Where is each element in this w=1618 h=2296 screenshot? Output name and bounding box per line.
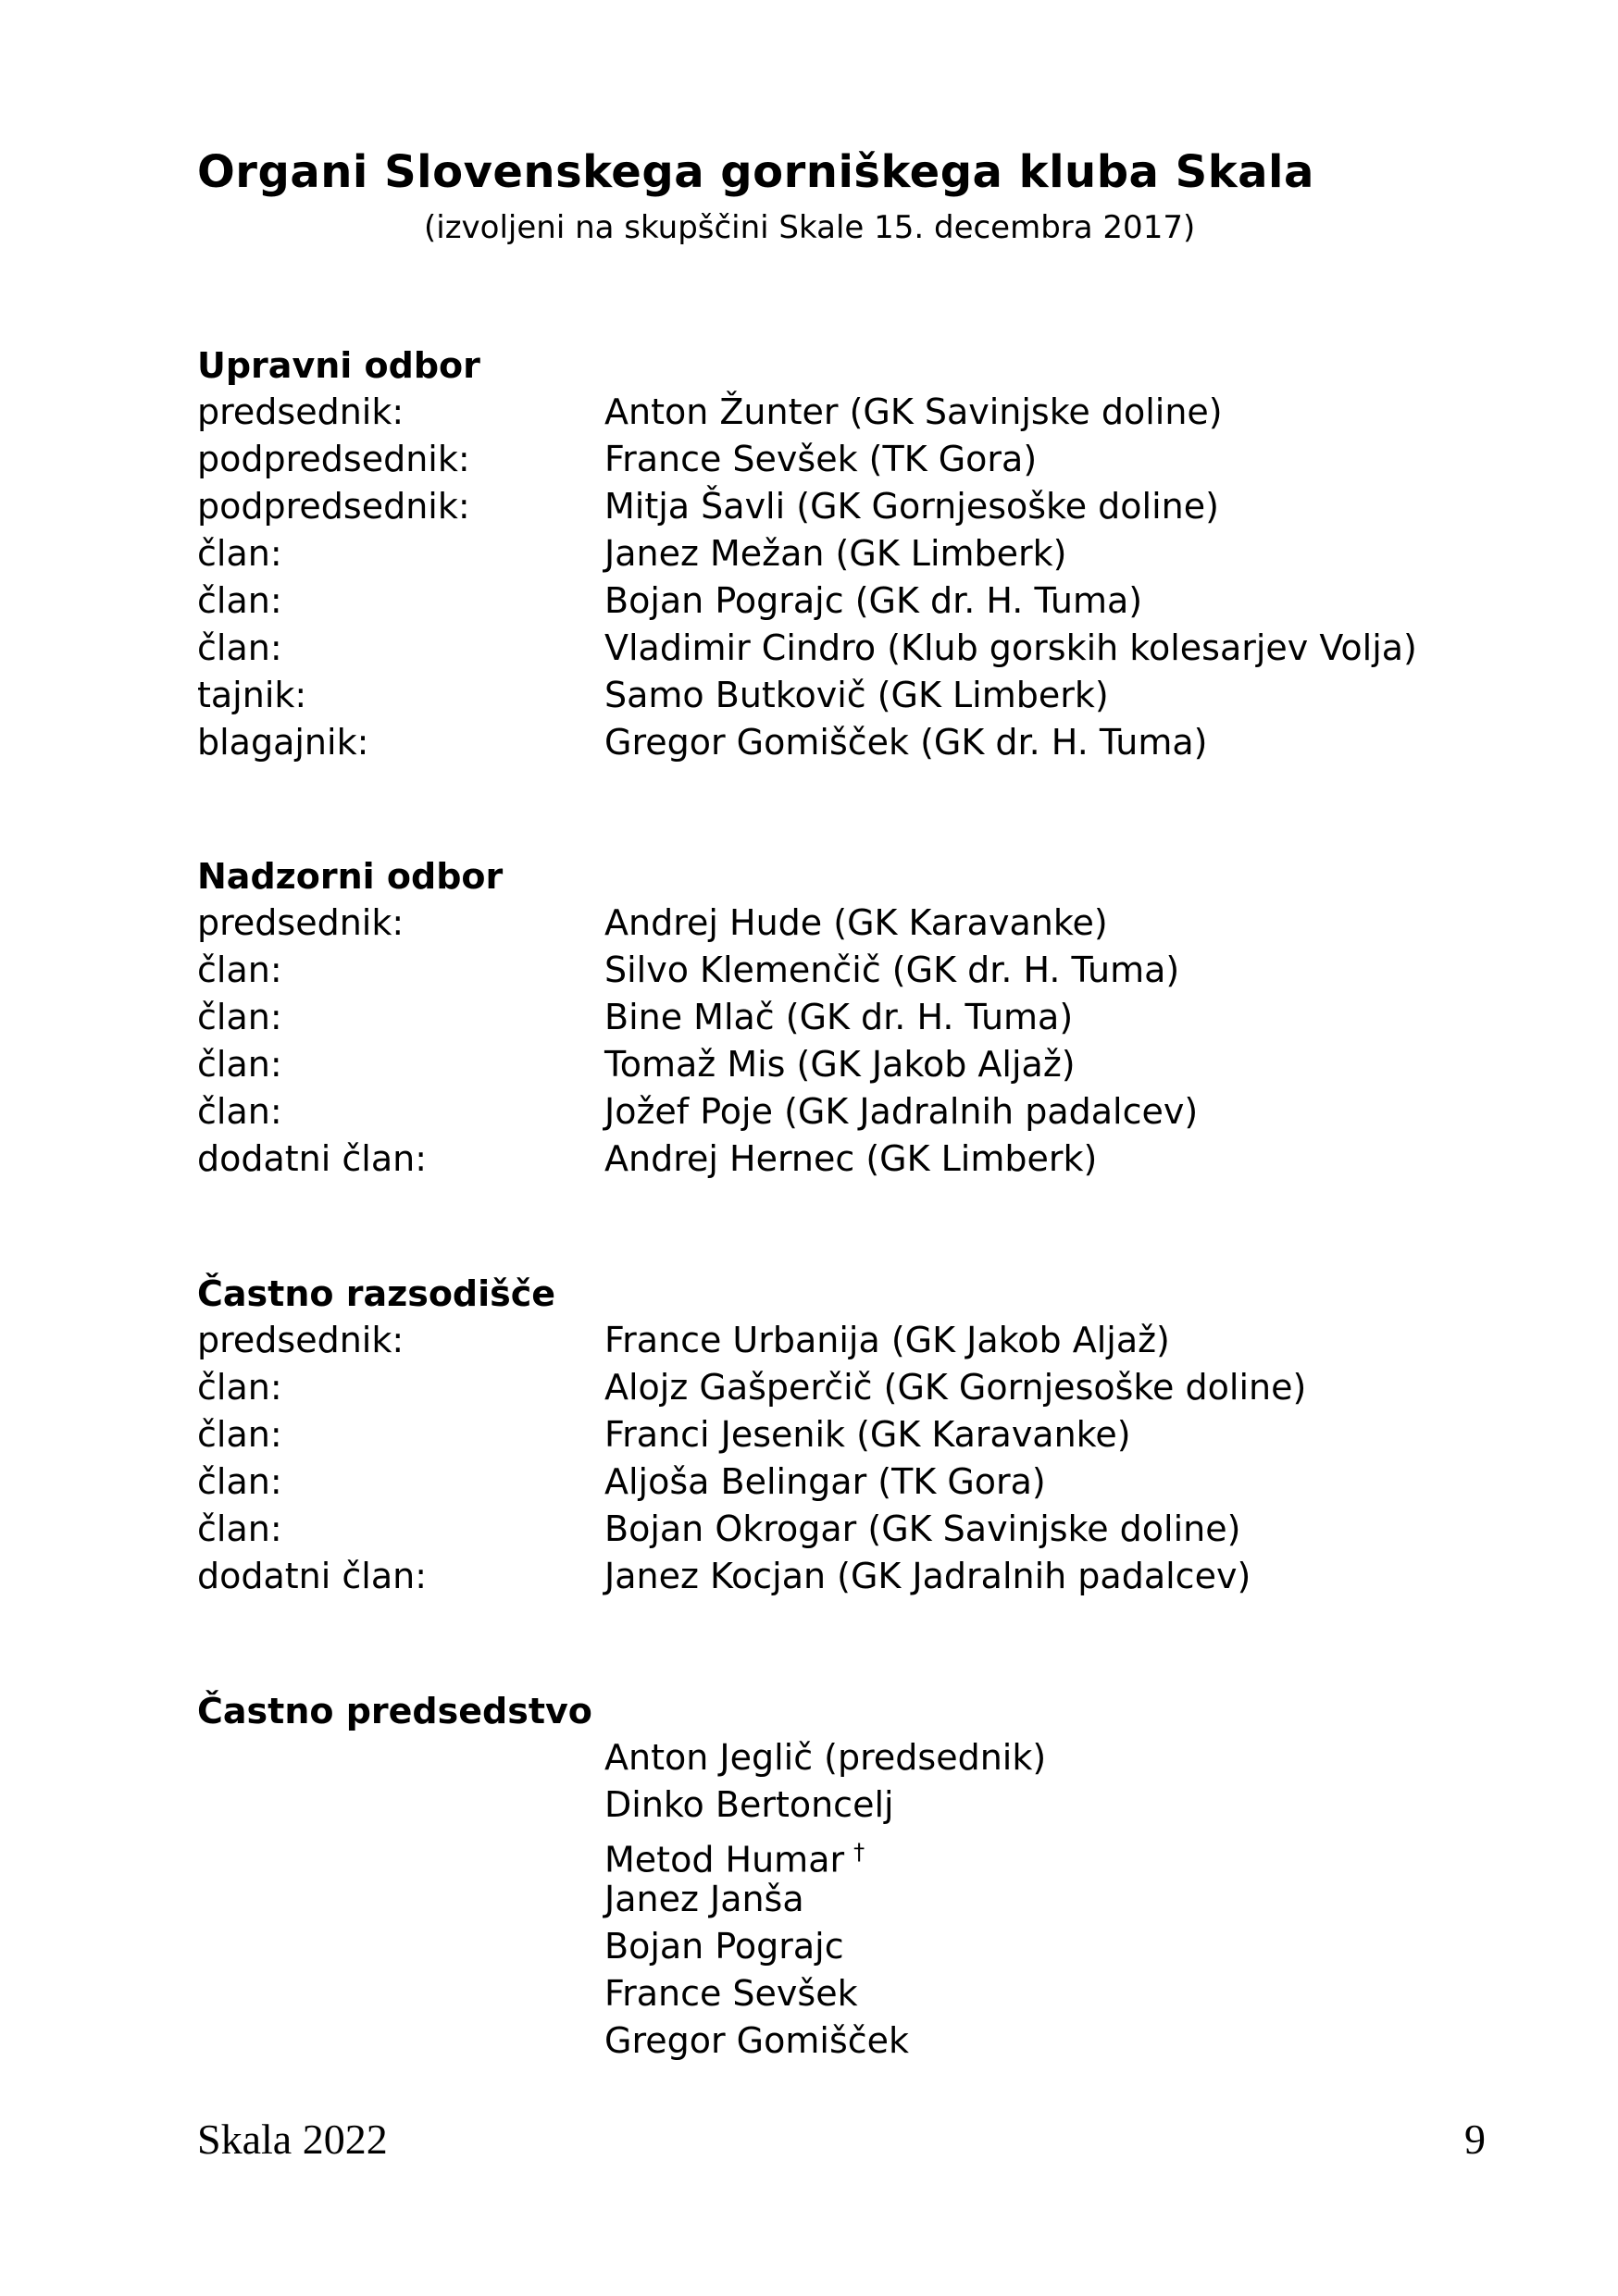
member-name: Alojz Gašperčič (GK Gornjesoške doline) — [604, 1367, 1307, 1408]
page-subtitle: (izvoljeni na skupščini Skale 15. decembra 2017) — [424, 209, 1196, 246]
member-name-wrap — [604, 1829, 865, 1880]
member-name: France Sevšek — [604, 1973, 858, 2014]
member-name: France Sevšek (TK Gora) — [604, 439, 1038, 479]
role-label: tajnik: — [197, 675, 307, 715]
role-label: član: — [197, 627, 282, 668]
list-item — [197, 1088, 1493, 1136]
member-name: Tomaž Mis (GK Jakob Aljaž) — [604, 1044, 1076, 1085]
list-item — [197, 1781, 1493, 1829]
page-title: Organi Slovenskega gorniškega kluba Skala — [197, 146, 1314, 198]
member-name: Silvo Klemenčič (GK dr. H. Tuma) — [604, 949, 1180, 990]
list-item — [197, 530, 1493, 577]
list-item — [197, 1923, 1493, 1970]
role-label: član: — [197, 1461, 282, 1502]
list-item — [197, 1041, 1493, 1088]
list-item — [197, 436, 1493, 483]
member-name: Vladimir Cindro (Klub gorskih kolesarjev Volja) — [604, 627, 1417, 668]
role-label: dodatni član: — [197, 1556, 428, 1596]
role-label: predsednik: — [197, 391, 404, 432]
member-name: Gregor Gomišček (GK dr. H. Tuma) — [604, 722, 1208, 763]
member-name: Samo Butkovič (GK Limberk) — [604, 675, 1109, 715]
list-item — [197, 1136, 1493, 1183]
page-number: 9 — [1464, 2116, 1486, 2163]
section-heading: Nadzorni odbor — [197, 856, 504, 897]
list-item — [197, 389, 1493, 436]
list-item — [197, 625, 1493, 672]
member-name: Dinko Bertoncelj — [604, 1784, 894, 1825]
role-label: dodatni član: — [197, 1138, 428, 1179]
list-item — [197, 483, 1493, 530]
list-item — [197, 1829, 1493, 1880]
list-item — [197, 1970, 1493, 2017]
section-castno-razsodisce — [197, 1271, 1493, 1600]
list-item — [197, 1364, 1493, 1411]
member-name: France Urbanija (GK Jakob Aljaž) — [604, 1320, 1170, 1360]
member-name: Andrej Hernec (GK Limberk) — [604, 1138, 1098, 1179]
section-heading: Upravni odbor — [197, 345, 480, 386]
role-label: član: — [197, 997, 282, 1037]
role-label: predsednik: — [197, 902, 404, 943]
role-label: član: — [197, 949, 282, 990]
section-nadzorni-odbor — [197, 853, 1493, 1183]
role-label: član: — [197, 1367, 282, 1408]
list-item — [197, 947, 1493, 994]
role-label: član: — [197, 580, 282, 621]
list-item — [197, 1506, 1493, 1553]
member-name: Janez Kocjan (GK Jadralnih padalcev) — [604, 1556, 1251, 1596]
member-name: Metod Humar — [604, 1839, 845, 1880]
member-name: Janez Janša — [604, 1879, 804, 1919]
member-name: Anton Jeglič (predsednik) — [604, 1737, 1047, 1778]
member-name: Aljoša Belingar (TK Gora) — [604, 1461, 1046, 1502]
footer-publication: Skala 2022 — [197, 2116, 388, 2163]
role-label: podpredsednik: — [197, 439, 470, 479]
list-item — [197, 1458, 1493, 1506]
list-item — [197, 672, 1493, 719]
list-item — [197, 1876, 1493, 1923]
list-item — [197, 1734, 1493, 1781]
member-name: Jožef Poje (GK Jadralnih padalcev) — [604, 1091, 1199, 1132]
role-label: član: — [197, 1508, 282, 1549]
member-name: Andrej Hude (GK Karavanke) — [604, 902, 1108, 943]
role-label: blagajnik: — [197, 722, 369, 763]
role-label: član: — [197, 1414, 282, 1455]
role-label: podpredsednik: — [197, 486, 470, 527]
list-item — [197, 1553, 1493, 1600]
member-name: Bojan Pograjc (GK dr. H. Tuma) — [604, 580, 1143, 621]
section-heading: Častno razsodišče — [197, 1273, 556, 1314]
member-name: Bojan Pograjc — [604, 1926, 844, 1967]
role-label: predsednik: — [197, 1320, 404, 1360]
role-label: član: — [197, 1044, 282, 1085]
list-item — [197, 719, 1493, 766]
list-item — [197, 1317, 1493, 1364]
role-label: član: — [197, 533, 282, 574]
member-name: Janez Mežan (GK Limberk) — [604, 533, 1067, 574]
member-name: Franci Jesenik (GK Karavanke) — [604, 1414, 1131, 1455]
list-item — [197, 994, 1493, 1041]
member-name: Bine Mlač (GK dr. H. Tuma) — [604, 997, 1074, 1037]
deceased-mark: † — [853, 1839, 865, 1865]
list-item — [197, 2017, 1493, 2065]
member-name: Anton Žunter (GK Savinjske doline) — [604, 391, 1223, 432]
section-castno-predsedstvo — [197, 1688, 1493, 2065]
list-item — [197, 577, 1493, 625]
list-item — [197, 900, 1493, 947]
member-name: Bojan Okrogar (GK Savinjske doline) — [604, 1508, 1241, 1549]
section-heading: Častno predsedstvo — [197, 1691, 592, 1731]
list-item — [197, 1411, 1493, 1458]
member-name: Gregor Gomišček — [604, 2020, 910, 2061]
role-label: član: — [197, 1091, 282, 1132]
member-name: Mitja Šavli (GK Gornjesoške doline) — [604, 486, 1219, 527]
section-upravni-odbor — [197, 342, 1493, 766]
